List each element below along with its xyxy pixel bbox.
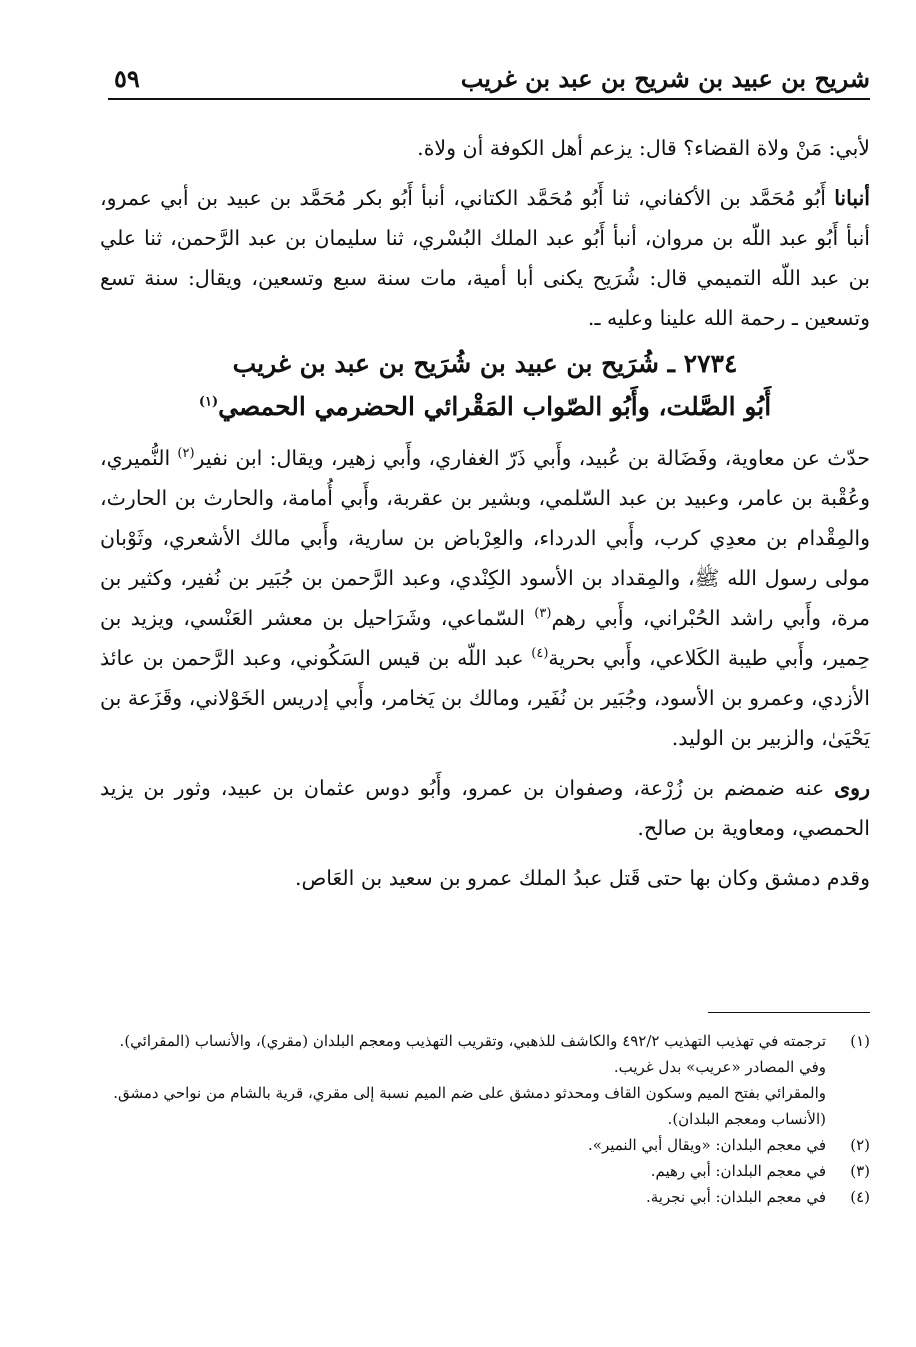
footnote-2 [108,1132,870,1158]
footnote-separator [708,1012,870,1013]
paragraph-4-text: عنه ضمضم بن زُرْعة، وصفوان بن عمرو، وأَبُو دوس عثمان بن عبيد، وثور بن يزيد الحمصي، ومعاوية بن صالح. [100,776,870,840]
footnote-1 [108,1028,870,1132]
paragraph-4 [100,768,870,848]
paragraph-3-part-b: النُّميري، وعُقْبة بن عامر، وعبيد بن عبد السّلمي، وبشير بن عقربة، وأَبي أُمامة، والحارث بن الحارث، والمِقْدام بن معدِي كرب، وأَبي الدرداء، والعِرْباض بن سارية، وأَبي مالك الأشعري، وثَوْبان مولى رسول الله ﷺ، والمِقداد بن الأسود الكِنْدي، وعبد الرَّحمن بن جُبَير بن نُفير، وكثير بن مرة، وأَبي راشد الحُبْراني، وأَبي رهم [100,446,871,630]
entry-heading-line-1: ٢٧٣٤ ـ شُرَيح بن عبيد بن شُرَيح بن عبد بن غريب [232,349,738,378]
footnote-2-text: في معجم البلدان: «ويقال أبي النمير». [588,1136,826,1154]
footnote-ref-3: (٣) [534,606,552,622]
running-header [108,60,870,100]
footnote-3 [108,1158,870,1184]
footnote-1-line-1: ترجمته في تهذيب التهذيب ٤٩٢/٢ والكاشف للذهبي، وتقريب التهذيب ومعجم البلدان (مقري)، والأنساب (المقرائي). [119,1032,826,1050]
footnote-1-line-3: والمقرائي بفتح الميم وسكون القاف ومحدثو دمشق على ضم الميم نسبة إلى مقري، قرية بالشام من نواحي دمشق. (الأنساب ومعجم البلدان). [113,1084,826,1128]
paragraph-2-lead: أنبانا [834,186,870,210]
entry-heading-line-2-text: أَبُو الصَّلت، وأَبُو الصّواب المَقْرائي الحضرمي الحمصي [218,392,772,421]
footnote-4-text: في معجم البلدان: أبي نجرية. [646,1188,826,1206]
paragraph-1: لأبي: مَنْ ولاة القضاء؟ قال: يزعم أهل الكوفة أن ولاة. [417,136,870,160]
entry-heading-line-2 [100,385,870,428]
paragraph-4-lead: روى [834,776,870,800]
paragraph-2 [100,178,870,338]
footnote-2-number: (٢) [850,1136,870,1154]
footnote-4 [108,1184,870,1210]
page-number: ٥٩ [114,64,140,93]
footnote-3-number: (٣) [850,1162,870,1180]
footnotes [108,1028,870,1210]
paragraph-5: وقدم دمشق وكان بها حتى قَتل عبدُ الملك عمرو بن سعيد بن العَاص. [294,866,870,890]
footnote-3-text: في معجم البلدان: أبي رهيم. [650,1162,826,1180]
paragraph-3-part-a: حدّث عن معاوية، وفَضَالة بن عُبيد، وأَبي ذَرّ الغفاري، وأَبي زهير، ويقال: ابن نفير [194,446,871,470]
entry-footnote-ref: (١) [198,394,219,410]
main-text [100,128,870,898]
footnote-4-number: (٤) [850,1188,870,1206]
paragraph-3-part-d: عبد اللّه بن قيس السَكُوني، وعبد الرَّحمن بن عائذ الأزدي، وعمرو بن الأسود، وجُبَير بن نُفَير، ومالك بن يَخامر، وأَبي إدريس الخَوْلاني، وقَزَعة بن يَحْيَىٰ، والزبير بن الوليد. [100,646,870,750]
header-title: شريح بن عبيد بن شريح بن عبد بن غريب [460,64,870,93]
footnote-1-number: (١) [850,1032,870,1050]
footnote-1-line-2: وفي المصادر «عريب» بدل غريب. [613,1058,826,1076]
footnote-ref-4: (٤) [531,646,549,662]
entry-heading [100,342,870,428]
paragraph-3-part-c: السّماعي، وشَرَاحيل بن معشر العَنْسي، ويزيد بن حِمير، وأَبي طيبة الكَلاعي، وأَبي بحرية [100,606,870,670]
paragraph-2-text: أَبُو مُحَمَّد بن الأكفاني، ثنا أَبُو مُحَمَّد الكتاني، أنبأ أَبُو بكر مُحَمَّد بن عبيد بن أبي عمرو، أنبأ أَبُو عبد اللّه بن مروان، أنبأ أَبُو عبد الملك البُسْري، ثنا سليمان بن عبد الرَّحمن، ثنا علي بن عبد اللّه التميمي قال: شُرَيح يكنى أبا أمية، مات سنة سبع وتسعين، ويقال: سنة تسع وتسعين ـ رحمة الله علينا وعليه ـ. [100,186,870,330]
paragraph-3 [100,438,870,758]
footnote-ref-2: (٢) [177,446,195,462]
